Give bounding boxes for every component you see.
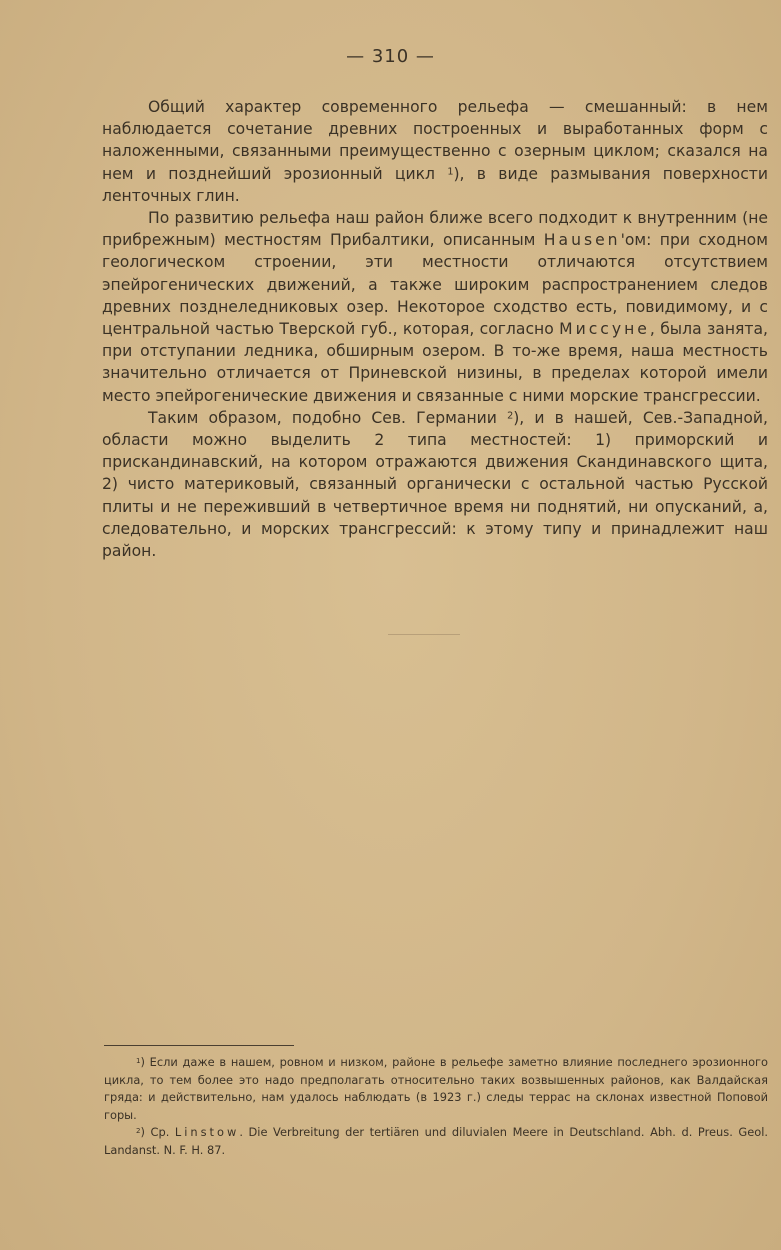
author-missune: Миссуне	[559, 320, 650, 339]
paragraph-3-text-a: Таким образом, подобно Сев. Германии	[148, 408, 508, 427]
paragraph-1	[102, 96, 768, 207]
main-text	[102, 96, 768, 562]
footnote-separator	[104, 1045, 294, 1046]
footnote-ref-2[interactable]: 2	[507, 410, 514, 422]
footnote-1-mark: 1	[136, 1055, 141, 1065]
paragraph-3	[102, 407, 768, 562]
paragraph-1-text-end: ), в виде размывания поверхности ленточных глин.	[102, 164, 768, 205]
paragraph-1-text: Общий характер современного рельефа — смешанный: в нем наблюдается сочетание древних построенных и выработанных форм с наложенными, связанными преимущественно с озерным циклом; сказался на нем и позднейший эрозионный цикл	[102, 98, 768, 183]
paragraph-2	[102, 207, 768, 407]
paragraph-2-text-a: По развитию рельефа наш район ближе всего подходит к внутренним (не прибрежным) местностям Прибалтики, описанным	[102, 209, 768, 250]
paragraph-2-text-b: 'ом: при сходном геологическом строении, эти местности отличаются отсутствием эпейрогенических движений, а также широким распространением следов древних позднеледниковых озер. Некоторое сходство есть, повидимому, и с центральной частью Тверской губ., которая, согласно	[102, 231, 768, 339]
section-divider	[388, 634, 460, 635]
footnote-ref-1[interactable]: 1	[447, 166, 454, 178]
page-number: — 310 —	[346, 46, 435, 67]
footnote-1-text: ) Если даже в нашем, ровном и низком, районе в рельефе заметно влияние последнего эрозионного цикла, то тем более это надо предполагать относительно таких возвышенных районов, как Валдайская гряда: и действительно, нам удалось наблюдать (в 1923 г.) следы террас на склонах известной Поповой горы.	[104, 1055, 768, 1122]
author-hausen: Hausen	[543, 231, 621, 250]
footnote-2-text-b: . Die Verbreitung der tertiären und diluvialen Meere in Deutschland. Abh. d. Preus. Geol. Landanst. N. F. H. 87.	[104, 1125, 768, 1157]
paragraph-3-text-b: ), и в нашей, Сев.-Западной, области можно выделить 2 типа местностей: 1) приморский и прискандинавский, на котором отражаются движения Скандинавского щита, 2) чисто материковый, связанный органически с остальной частью Русской плиты и не переживший в четвертичное время ни поднятий, ни опусканий, а, следовательно, и морских трансгрессий: к этому типу и принадлежит наш район.	[102, 408, 768, 561]
author-linstow: Linstow	[174, 1125, 240, 1139]
footnote-1	[104, 1054, 768, 1124]
footnote-2-text-a: ) Ср.	[140, 1125, 175, 1139]
paragraph-2-text-c: , была занята, при отступании ледника, обширным озером. В то-же время, наша местность значительно отличается от Приневской низины, в пределах которой имели место эпейрогенические движения и связанные с ними морские трансгрессии.	[102, 320, 769, 405]
footnotes	[104, 1054, 768, 1159]
footnote-2	[104, 1124, 768, 1159]
footnote-2-mark: 2	[136, 1125, 141, 1135]
